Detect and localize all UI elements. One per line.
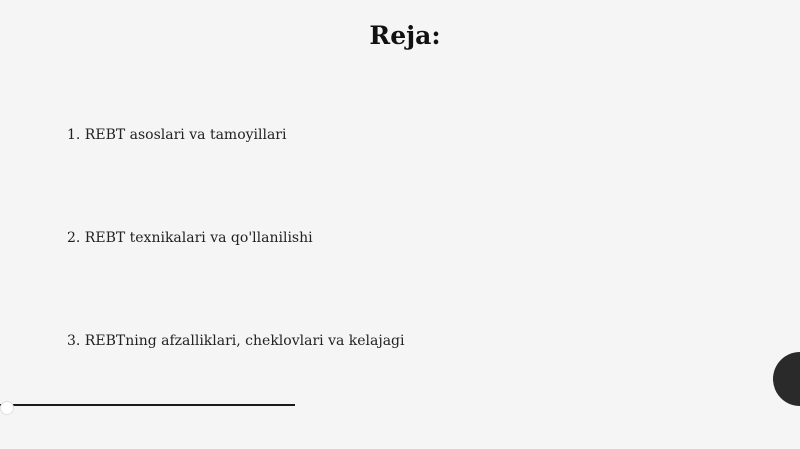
plan-item-1: 1. REBT asoslari va tamoyillari [67, 127, 287, 143]
slide-title: Reja: [369, 21, 441, 50]
plan-item-3: 3. REBTning afzalliklari, cheklovlari va kelajagi [67, 333, 405, 349]
plan-item-2: 2. REBT texnikalari va qo'llanilishi [67, 230, 313, 246]
progress-line [0, 404, 295, 406]
progress-handle[interactable] [0, 401, 14, 415]
next-slide-button[interactable] [773, 352, 800, 406]
